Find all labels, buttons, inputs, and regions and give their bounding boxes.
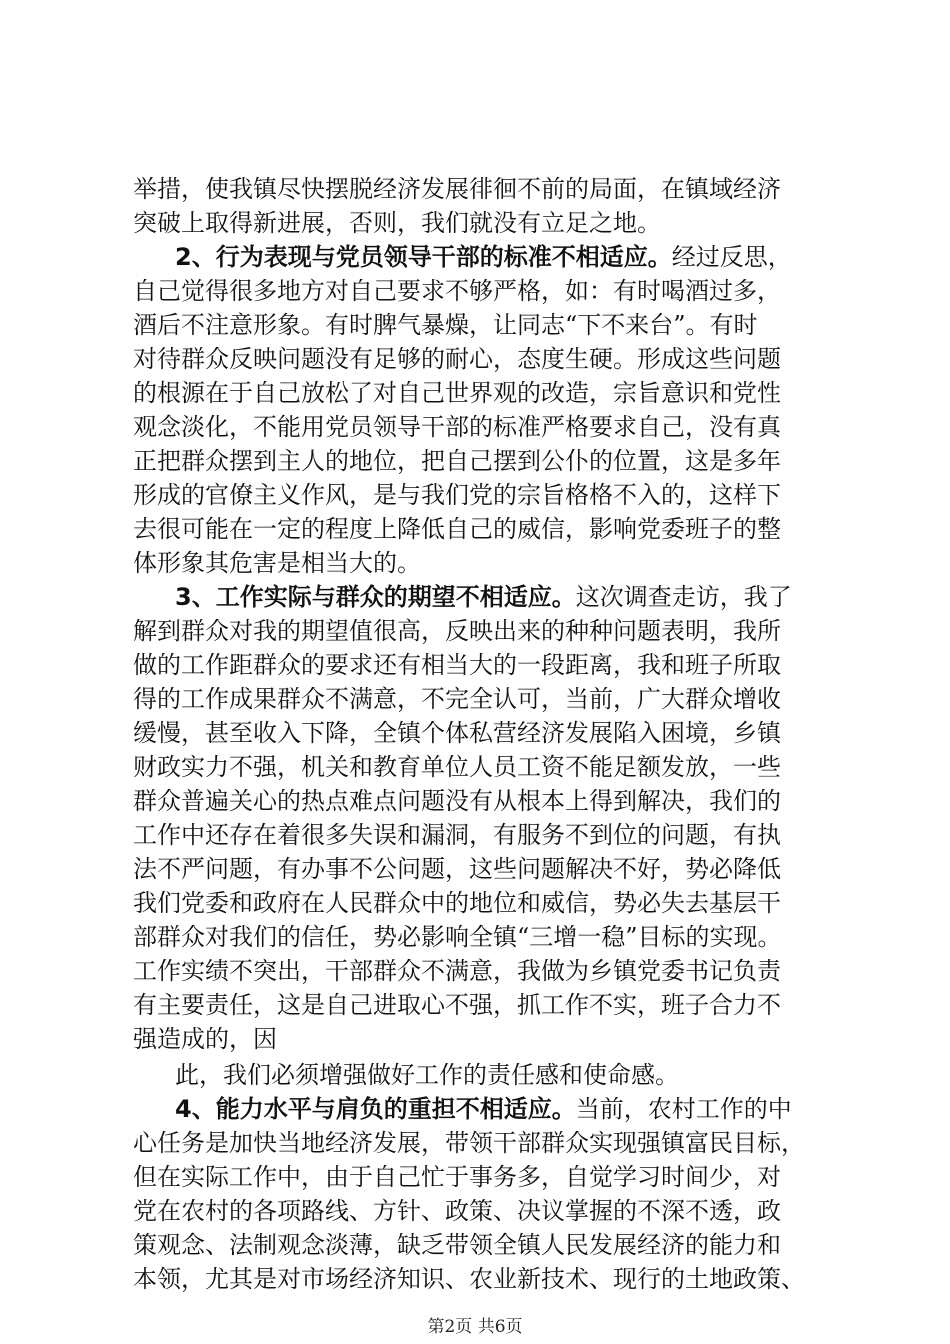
text-line: 正把群众摆到主人的地位，把自己摆到公仆的位置，这是多年 — [133, 447, 781, 475]
text-line: 做的工作距群众的要求还有相当大的一段距离，我和班子所取 — [133, 651, 781, 679]
section-3-heading: 3、工作实际与群众的期望不相适应。 — [175, 583, 576, 611]
text-line: 党在农村的各项路线、方针、政策、决议掌握的不深不透，政 — [133, 1197, 781, 1225]
text-line: 缓慢，甚至收入下降，全镇个体私营经济发展陷入困境，乡镇 — [133, 719, 781, 747]
text-line: 对待群众反映问题没有足够的耐心，态度生硬。形成这些问题 — [133, 345, 781, 373]
text-line: 酒后不注意形象。有时脾气暴燥，让同志“下不来台”。有时 — [133, 311, 758, 339]
text-line: 此，我们必须增强做好工作的责任感和使命感。 — [175, 1061, 679, 1089]
text-line: 观念淡化，不能用党员领导干部的标准严格要求自己，没有真 — [133, 413, 781, 441]
section-4-text: 当前，农村工作的中 — [575, 1095, 792, 1123]
text-line: 群众普遍关心的热点难点问题没有从根本上得到解决，我们的 — [133, 787, 781, 815]
text-line: 但在实际工作中，由于自己忙于事务多，自觉学习时间少，对 — [133, 1163, 781, 1191]
text-line: 去很可能在一定的程度上降低自己的威信，影响党委班子的整 — [133, 515, 781, 543]
text-line: 财政实力不强，机关和教育单位人员工资不能足额发放，一些 — [133, 753, 781, 781]
section-2-heading: 2、行为表现与党员领导干部的标准不相适应。 — [175, 243, 672, 271]
section-2-text: 经过反思， — [671, 243, 792, 271]
text-line: 突破上取得新进展，否则，我们就没有立足之地。 — [133, 209, 661, 237]
text-line: 我们党委和政府在人民群众中的地位和威信，势必失去基层干 — [133, 889, 781, 917]
text-line: 形成的官僚主义作风，是与我们党的宗旨格格不入的，这样下 — [133, 481, 781, 509]
text-line: 部群众对我们的信任，势必影响全镇“三增一稳”目标的实现。 — [133, 923, 782, 951]
text-line: 工作中还存在着很多失误和漏洞，有服务不到位的问题，有执 — [133, 821, 781, 849]
text-line: 策观念、法制观念淡薄，缺乏带领全镇人民发展经济的能力和 — [133, 1231, 781, 1259]
text-line: 强造成的，因 — [133, 1025, 277, 1053]
text-line: 自己觉得很多地方对自己要求不够严格，如：有时喝酒过多， — [133, 277, 781, 305]
text-line: 法不严问题，有办事不公问题，这些问题解决不好，势必降低 — [133, 855, 781, 883]
text-line: 工作实绩不突出，干部群众不满意，我做为乡镇党委书记负责 — [133, 957, 781, 985]
section-2-line — [175, 240, 875, 274]
section-3-text: 这次调查走访，我了 — [575, 583, 792, 611]
text-line: 解到群众对我的期望值很高，反映出来的种种问题表明，我所 — [133, 617, 781, 645]
text-line: 有主要责任，这是自己进取心不强，抓工作不实，班子合力不 — [133, 991, 781, 1019]
text-line: 的根源在于自己放松了对自己世界观的改造，宗旨意识和党性 — [133, 379, 781, 407]
text-line: 得的工作成果群众不满意，不完全认可，当前，广大群众增收 — [133, 685, 781, 713]
text-line: 心任务是加快当地经济发展，带领干部群众实现强镇富民目标， — [133, 1129, 805, 1157]
page-footer: 第2页 共6页 — [427, 1317, 523, 1337]
text-line: 举措，使我镇尽快摆脱经济发展徘徊不前的局面，在镇域经济 — [133, 175, 781, 203]
text-line: 体形象其危害是相当大的。 — [133, 549, 421, 577]
text-line: 本领，尤其是对市场经济知识、农业新技术、现行的土地政策、 — [133, 1265, 805, 1293]
section-3-line — [175, 580, 875, 614]
section-4-line — [175, 1092, 875, 1126]
section-4-heading: 4、能力水平与肩负的重担不相适应。 — [175, 1095, 576, 1123]
